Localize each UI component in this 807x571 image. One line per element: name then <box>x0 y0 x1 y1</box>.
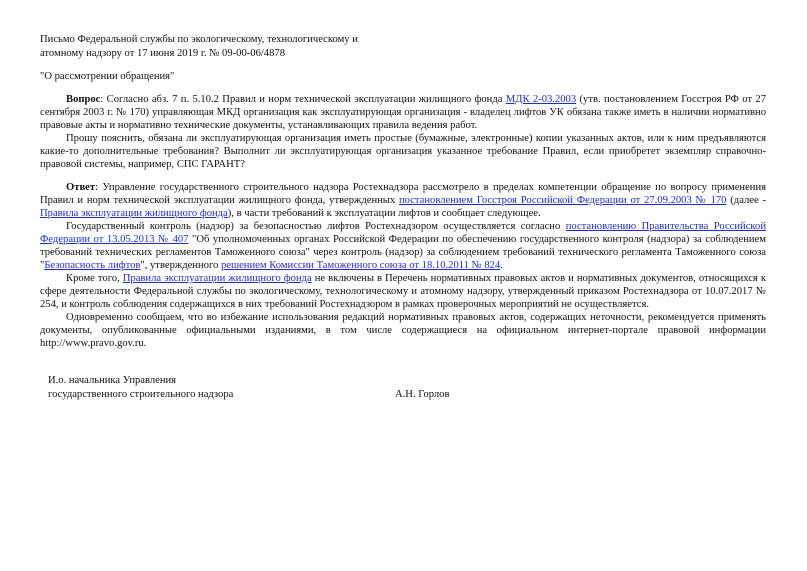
document-page <box>40 33 766 402</box>
question-label: Вопрос <box>66 94 101 105</box>
document-subject: "О рассмотрении обращения" <box>40 71 175 82</box>
mdk-link[interactable]: МДК 2-03.2003 <box>505 94 577 105</box>
lift-safety-link[interactable]: Безопасность лифтов <box>44 260 141 271</box>
answer-label: Ответ <box>66 182 96 193</box>
housing-rules-link[interactable]: Правила эксплуатации жилищного фонда <box>40 208 228 219</box>
answer-paragraph-1: Ответ: Управление государственного строительного надзора Ростехнадзора рассмотрело в пределах компетенции обращение по вопросу применения Правил и норм технической эксплуатации жилищного фонда, утвержденных постановлением Госстроя Российской Федерации от 27.09.2003 № 170 (далее - Правила эксплуатации жилищного фонда), в части требований к эксплуатации лифтов и сообщает следующее. <box>40 182 766 219</box>
answer-paragraph-3: Кроме того, Правила эксплуатации жилищного фонда не включены в Перечень нормативных правовых актов и нормативных документов, относящихся к сфере деятельности Федеральной службы по экологическому, технологическому и атомному надзору, утвержденный приказом Ростехнадзора от 10.07.2017 № 254, и контроль соблюдения содержащихся в них требований Ростехнадзором в рамках проверочных мероприятий не осуществляется. <box>40 273 767 310</box>
signature-block <box>40 374 766 402</box>
government-resolution-link[interactable]: постановлению Правительства Российской Федерации от 13.05.2013 № 407 <box>40 221 766 245</box>
document-title-line-1: Письмо Федеральной службы по экологическому, технологическому и <box>40 34 358 45</box>
housing-rules-link-2[interactable]: Правила эксплуатации жилищного фонда <box>122 273 312 284</box>
question-section <box>40 93 766 171</box>
answer-paragraph-4: Одновременно сообщаем, что во избежание использования редакций нормативных правовых актов, содержащих неточности, рекомендуется применять документы, опубликованные официальными изданиями, в том числе содержащиеся на официальном интернет-портале правовой информации http://www.pravo.gov.ru. <box>40 312 766 349</box>
signer-position-line-1: И.о. начальника Управления <box>48 375 177 386</box>
answer-paragraph-2: Государственный контроль (надзор) за безопасностью лифтов Ростехнадзором осуществляется согласно постановлению Правительства Российской Федерации от 13.05.2013 № 407 "Об уполномоченных органах Российской Федерации по обеспечению государственного контроля (надзора) за соблюдением требований технических регламентов Таможенного союза" через контроль (надзор) за соблюдением требований технического регламента Таможенного союза "Безопасность лифтов", утвержденного решением Комиссии Таможенного союза от 18.10.2011 № 824. <box>40 221 766 271</box>
signer-name: А.Н. Горлов <box>395 389 450 400</box>
question-paragraph-2: Прошу пояснить, обязана ли эксплуатирующая организация иметь простые (бумажные, электронные) копии указанных актов, или к ним предъявляются какие-то дополнительные требования? Выполнит ли эксплуатирующая организация указанное требование Правил, если приобретет экземпляр справочно-правовой системы, например, СПС ГАРАНТ? <box>40 133 766 170</box>
signer-position-line-2: государственного строительного надзора <box>48 389 234 400</box>
document-header <box>40 33 766 61</box>
gosstroy-resolution-link[interactable]: постановлением Госстроя Российской Федерации от 27.09.2003 № 170 <box>398 195 727 206</box>
document-title-line-2: атомному надзору от 17 июня 2019 г. № 09-00-06/4878 <box>40 48 285 59</box>
question-paragraph-1: Вопрос: Согласно абз. 7 п. 5.10.2 Правил и норм технической эксплуатации жилищного фонда МДК 2-03.2003 (утв. постановлением Госстроя РФ от 27 сентября 2003 г. № 170) управляющая МКД организация как эксплуатирующая организация - владелец лифтов УК обязана также иметь в наличии нормативно правовые акты и нормативно технические документы, устанавливающих правила ведения работ. <box>40 94 766 131</box>
customs-union-decision-link[interactable]: решением Комиссии Таможенного союза от 18.10.2011 № 824 <box>220 260 501 271</box>
answer-section <box>40 181 766 350</box>
